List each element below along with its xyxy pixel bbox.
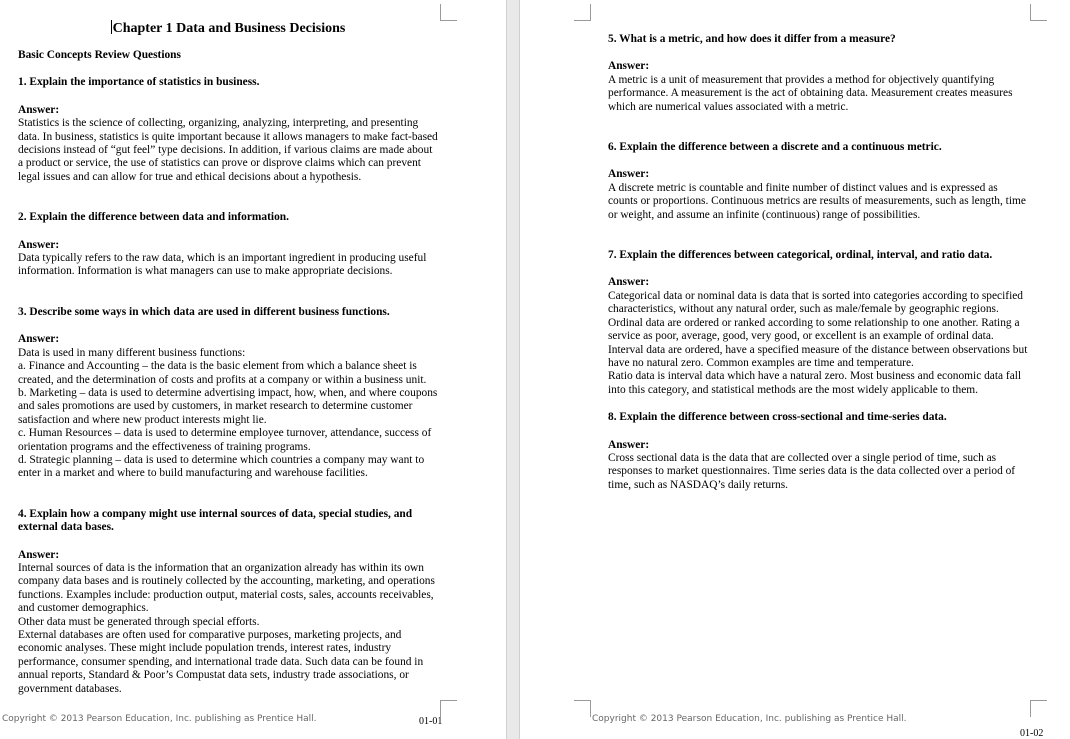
question-7: 7. Explain the differences between categorical, ordinal, interval, and ratio data. [608,249,993,262]
answer-paragraph: A discrete metric is countable and finite number of distinct values and is expressed as counts or proportions. Continuous metrics are results of measurements, such as length, time or weight, and assume an infinite (continuous) range of possibilities. [608,181,1026,221]
answer-8 [608,452,1028,492]
qa-block-2 [18,211,438,279]
qa-block-8 [608,411,1028,492]
answer-paragraph: Ratio data is interval data which have a natural zero. Most business and economic data fall into this category, and statistical methods are the most widely applicable to them. [608,370,1022,396]
answer-1 [18,117,438,184]
answer-paragraph: Other data must be generated through special efforts. [18,615,260,628]
answer-paragraph: a. Finance and Accounting – the data is the basic element from which a balance sheet is created, and the determination of costs and profits at a company or within a business unit. [18,360,427,386]
page-corner-mark [574,700,591,717]
answer-paragraph: d. Strategic planning – data is used to determine which countries a company may want to enter in a market and where to build manufacturing and warehouse facilities. [18,453,425,480]
answer-7 [608,290,1028,397]
qa-block-1 [18,76,438,184]
answer-paragraph: Data typically refers to the raw data, which is an important ingredient in producing useful information. Information is what managers can use to make appropriate decisions. [18,252,427,278]
answer-paragraph: Ordinal data are ordered or ranked according to some relationship to one another. Rating a service as poor, average, good, very good, or excellent is an example of ordinal data. [608,316,1020,343]
page-corner-mark [1030,700,1047,717]
document-page-2 [520,0,1070,739]
qa-block-3 [18,306,438,481]
answer-paragraph: A metric is a unit of measurement that provides a method for objectively quantifying performance. A measurement is the act of obtaining data. Measurement creates measures which are numerical values associated with a metric. [608,73,1013,113]
question-8: 8. Explain the difference between cross-sectional and time-series data. [608,411,947,424]
answer-paragraph: Interval data are ordered, have a specified measure of the distance between observations but have no natural zero. Common examples are time and temperature. [608,343,1028,369]
page-number: 01-01 [419,716,443,727]
page-corner-mark [440,4,457,21]
page-corner-mark [1030,4,1047,21]
answer-label: Answer: [608,276,650,289]
question-6: 6. Explain the difference between a discrete and a continuous metric. [608,141,942,154]
question-2: 2. Explain the difference between data and information. [18,211,289,224]
question-3: 3. Describe some ways in which data are used in different business functions. [18,305,390,318]
page-corner-mark [574,4,591,21]
page-gutter [506,0,520,739]
answer-paragraph: Statistics is the science of collecting, organizing, analyzing, interpreting, and presenting data. In business, statistics is quite important because it allows managers to make fact-based decisions instead of “gut feel” type decisions. In addition, if various claims are made about a product or service, the use of statistics can prove or disprove claims which can prevent legal issues and can allow for true and ethical decisions about a hypothesis. [18,117,438,183]
qa-block-6 [608,141,1028,222]
answer-5 [608,74,1028,114]
question-5: 5. What is a metric, and how does it differ from a measure? [608,33,896,45]
question-4: 4. Explain how a company might use internal sources of data, special studies, and external data bases. [18,507,413,534]
text-cursor [111,20,112,34]
answer-label: Answer: [608,60,650,73]
qa-block-4 [18,508,438,696]
document-page-1 [0,0,506,739]
qa-block-7 [608,249,1028,397]
section-heading: Basic Concepts Review Questions [18,49,181,61]
qa-block-5 [608,33,1028,114]
answer-paragraph: Internal sources of data is the information that an organization already has within its own company data bases and is routinely collected by the accounting, marketing, and operations functions. Examples include: production output, material costs, sales, accounts receivables, and customer demographics. [18,561,435,615]
page-footer: Copyright © 2013 Pearson Education, Inc. publishing as Prentice Hall. [592,714,907,724]
answer-paragraph: Data is used in many different business functions: [18,346,246,359]
page-corner-mark [440,700,457,717]
answer-paragraph: Categorical data or nominal data is data that is sorted into categories according to specified characteristics, without any natural order, such as male/female by geographic regions. [608,289,1023,316]
answer-6 [608,182,1028,222]
answer-paragraph: Cross sectional data is the data that are collected over a single period of time, such as responses to market questionnaires. Time series data is the data collected over a period of time, such as NASDAQ’s daily returns. [608,451,1016,491]
page-2-body[interactable] [608,33,1028,519]
answer-label: Answer: [18,548,60,561]
answer-paragraph: b. Marketing – data is used to determine advertising impact, how, when, and where coupons and sales promotions are used by customers, in market research to determine customer satisfaction and where new product interests might lie. [18,386,438,426]
page-1-body[interactable] [18,20,438,723]
answer-label: Answer: [608,168,650,181]
answer-label: Answer: [18,238,60,251]
answer-label: Answer: [18,333,60,346]
answer-paragraph: External databases are often used for comparative purposes, marketing projects, and economic analyses. These might include population trends, interest rates, industry performance, consumer spending, and international trade data. Such data can be found in annual reports, Standard & Poor’s Compustat data sets, industry trade associations, or government databases. [18,629,424,695]
answer-paragraph: c. Human Resources – data is used to determine employee turnover, attendance, success of orientation programs and the effectiveness of training programs. [18,427,432,453]
answer-label: Answer: [18,103,60,116]
answer-2 [18,252,438,279]
chapter-title [18,20,438,37]
chapter-title-text: Chapter 1 Data and Business Decisions [112,21,346,36]
page-number: 01-02 [1020,728,1044,739]
question-1: 1. Explain the importance of statistics in business. [18,76,260,89]
page-footer: Copyright © 2013 Pearson Education, Inc. publishing as Prentice Hall. [2,714,317,724]
answer-3 [18,347,438,481]
answer-label: Answer: [608,438,650,451]
answer-4 [18,562,438,696]
